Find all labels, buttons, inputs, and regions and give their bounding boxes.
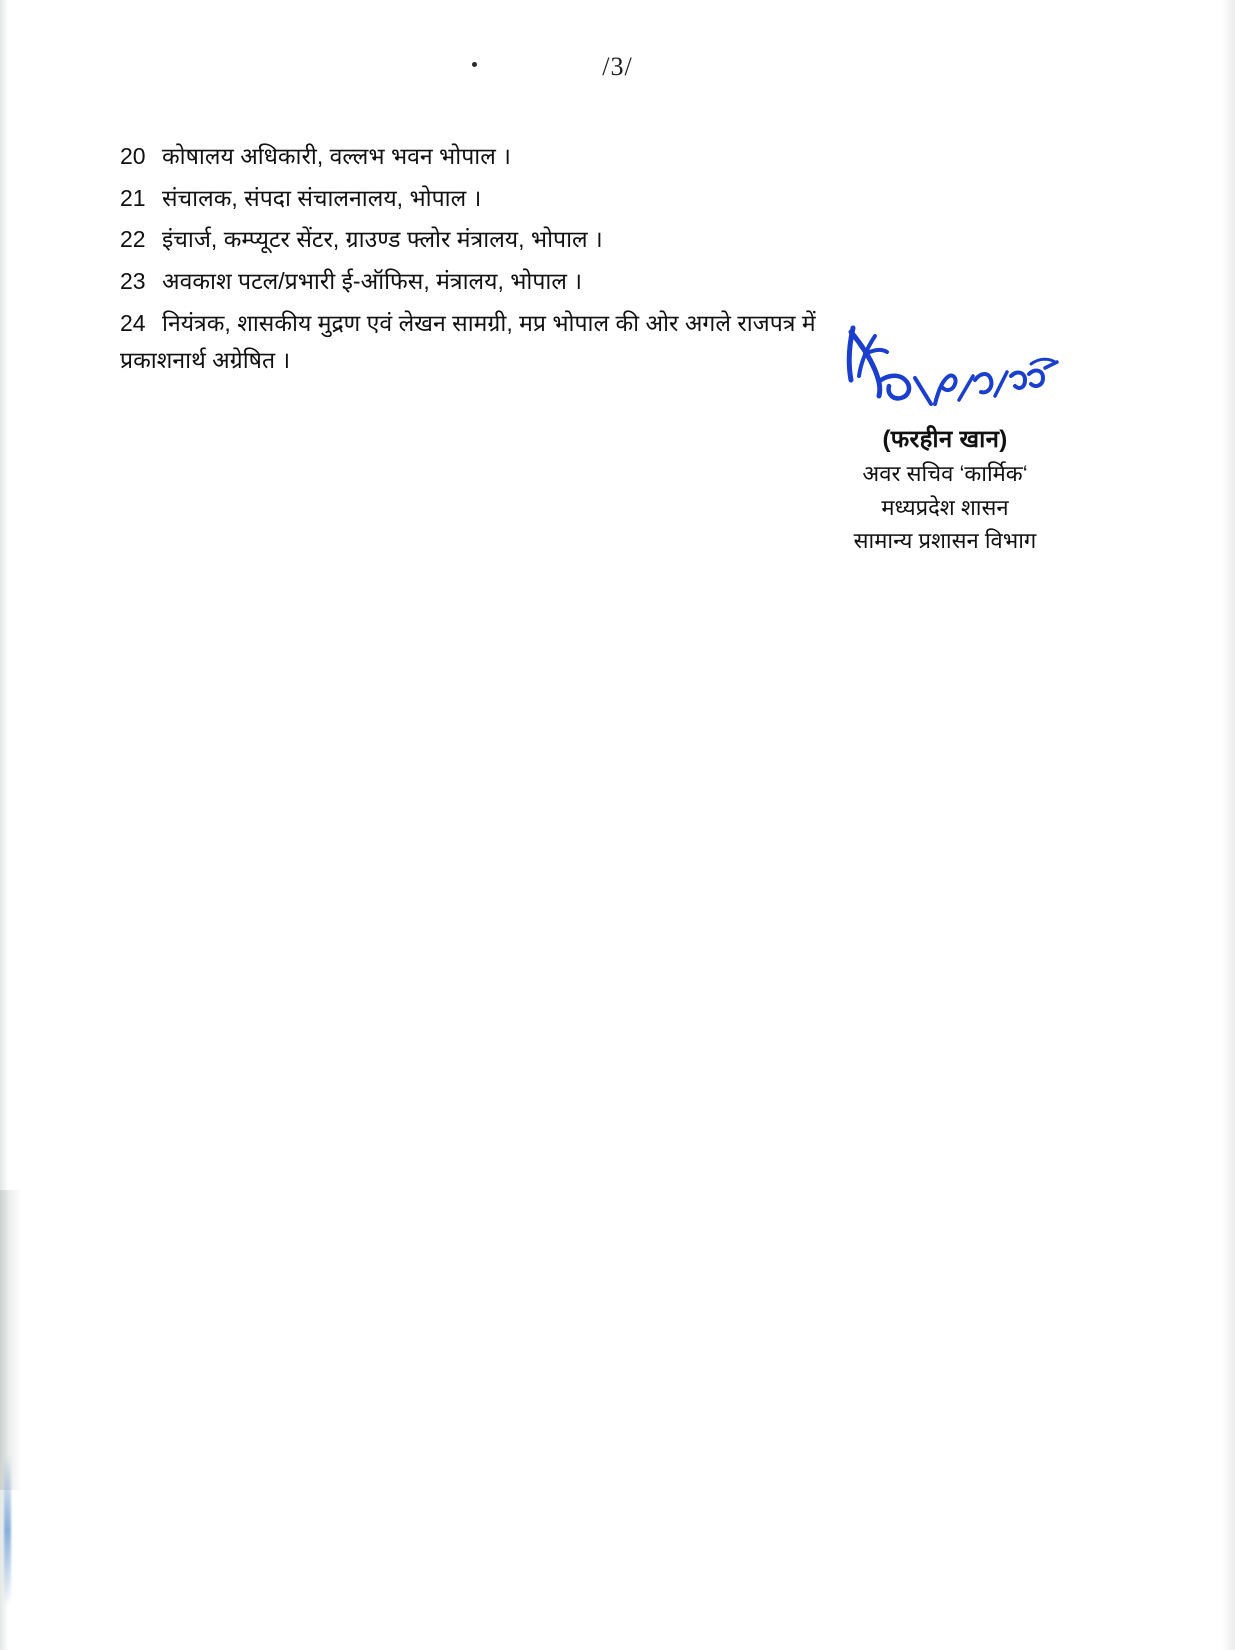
list-item-text: अवकाश पटल/प्रभारी ई-ऑफिस, मंत्रालय, भोपाल । [162,267,583,294]
list-item-text: नियंत्रक, शासकीय मुद्रण एवं लेखन सामग्री, मप्र भोपाल की ओर अगले राजपत्र में [162,309,816,336]
signatory-name: (फरहीन खान) [882,426,1008,453]
list-item [120,182,1055,215]
signatory-government: मध्यप्रदेश शासन [881,494,1009,520]
list-item-number: 23 [120,267,146,294]
scan-artifact-streak [4,1455,11,1605]
signatory-department: सामान्य प्रशासन विभाग [853,528,1037,554]
list-item [120,140,1055,173]
list-item-number: 21 [120,184,146,211]
scan-artifact-band [0,1190,22,1490]
list-item-number: 20 [120,143,146,169]
page-number: /3/ [602,52,633,81]
list-item-number: 22 [120,226,146,253]
signatory-designation: अवर सचिव ‘कार्मिक‘ [862,461,1028,486]
list-item-text: इंचार्ज, कम्प्यूटर सेंटर, ग्राउण्ड फ्लोर मंत्रालय, भोपाल । [162,226,603,253]
list-item [120,223,1055,256]
signature-ink-icon [835,318,1065,413]
list-item-continuation-text: प्रकाशनार्थ अग्रेषित । [120,347,291,374]
list-item [120,265,1055,298]
list-item-number: 24 [120,309,146,336]
list-item-text: संचालक, संपदा संचालनालय, भोपाल । [162,184,482,211]
list-item-text: कोषालय अधिकारी, वल्लभ भवन भोपाल । [162,143,511,169]
signature-block [780,330,1110,556]
scan-edge-right [1221,0,1235,1650]
handwritten-signature [780,330,1110,420]
